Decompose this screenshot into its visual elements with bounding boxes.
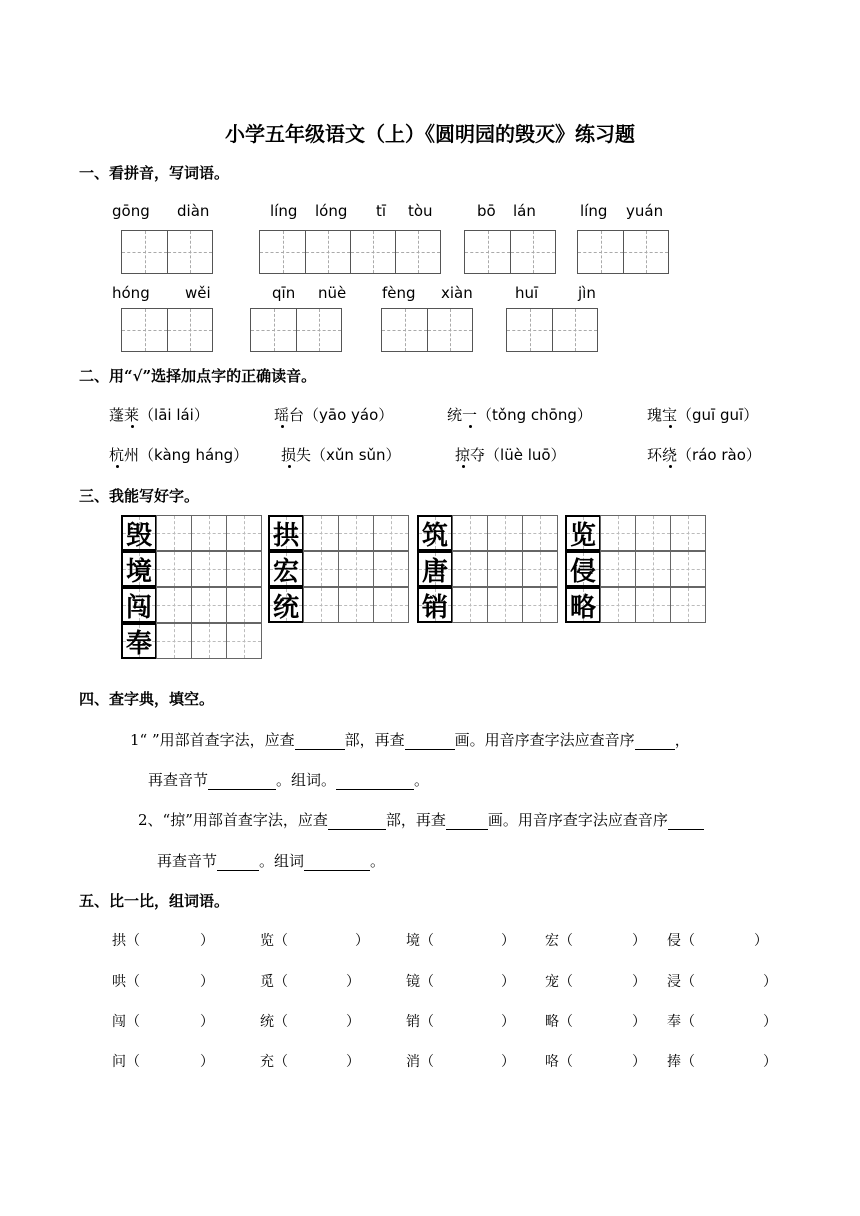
writing-grid[interactable] xyxy=(381,308,473,352)
text: （ráo rào） xyxy=(677,446,761,464)
text: ， xyxy=(674,731,690,749)
text: ） xyxy=(501,1014,515,1030)
reading-item xyxy=(447,404,592,425)
writing-grid[interactable] xyxy=(121,308,213,352)
handwriting-group[interactable] xyxy=(122,551,262,587)
pinyin: jìn xyxy=(578,284,596,302)
compare-item: 宏（ xyxy=(545,933,573,949)
compare-item: 侵（ xyxy=(667,933,695,949)
answer-blank[interactable] xyxy=(295,731,345,750)
text: （guī guī） xyxy=(677,406,759,424)
text: 瑰 xyxy=(647,406,663,424)
text: 统 xyxy=(447,406,463,424)
dictionary-question-2-cont xyxy=(157,850,385,871)
handwriting-group[interactable] xyxy=(269,587,409,623)
compare-item: 觅（ xyxy=(260,974,288,990)
compare-item: 充（ xyxy=(260,1054,288,1070)
text: （lāi lái） xyxy=(139,406,209,424)
text: 杭 xyxy=(109,446,125,464)
answer-blank[interactable] xyxy=(635,731,675,750)
dictionary-question-1-cont xyxy=(148,769,429,790)
writing-grid[interactable] xyxy=(506,308,598,352)
page-title: 小学五年级语文（上）《圆明园的毁灭》练习题 xyxy=(225,122,635,146)
text: 部，再查 xyxy=(344,731,405,749)
pinyin: gōng xyxy=(112,202,150,220)
handwriting-group[interactable] xyxy=(122,587,262,623)
text: 。组词 xyxy=(259,852,305,870)
text: ） xyxy=(763,1054,777,1070)
handwriting-group[interactable] xyxy=(566,515,706,551)
compare-item: 略（ xyxy=(545,1014,573,1030)
handwriting-group[interactable] xyxy=(418,587,558,623)
text: 绕 xyxy=(662,446,678,464)
section-4-heading: 四、查字典，填空。 xyxy=(79,690,215,708)
text: ） xyxy=(754,933,768,949)
text: 失 xyxy=(296,446,312,464)
pinyin: bō xyxy=(477,202,496,220)
text: 。 xyxy=(414,771,430,789)
reading-item xyxy=(455,444,566,465)
pinyin: tòu xyxy=(408,202,433,220)
handwriting-group[interactable] xyxy=(418,551,558,587)
handwriting-group[interactable] xyxy=(566,587,706,623)
text: 部，再查 xyxy=(385,811,446,829)
compare-item: 览（ xyxy=(260,933,288,949)
text: 画。用音序查字法应查音序 xyxy=(487,811,668,829)
handwriting-group[interactable] xyxy=(122,515,262,551)
writing-grid[interactable] xyxy=(121,230,213,274)
reading-item xyxy=(647,444,761,465)
text: 画。用音序查字法应查音序 xyxy=(454,731,635,749)
dictionary-question-2 xyxy=(138,809,704,830)
model-char: 略 xyxy=(569,592,596,623)
handwriting-group[interactable] xyxy=(269,515,409,551)
text: （kàng háng） xyxy=(139,446,249,464)
section-5-heading: 五、比一比，组词语。 xyxy=(79,892,230,910)
model-char: 闯 xyxy=(125,592,152,623)
text: ） xyxy=(501,933,515,949)
model-char: 统 xyxy=(272,592,299,623)
section-1-heading: 一、看拼音，写词语。 xyxy=(79,164,230,182)
handwriting-group[interactable] xyxy=(418,515,558,551)
text: ） xyxy=(200,1054,214,1070)
section-3-heading: 三、我能写好字。 xyxy=(79,487,200,505)
text: 1“ ”用部首查字法，应查 xyxy=(130,731,295,749)
writing-grid[interactable] xyxy=(577,230,669,274)
model-char: 拱 xyxy=(272,520,299,551)
text: 台 xyxy=(289,406,305,424)
text: ） xyxy=(501,1054,515,1070)
pinyin: hóng xyxy=(112,284,150,302)
compare-item: 捧（ xyxy=(667,1054,695,1070)
compare-item: 消（ xyxy=(406,1054,434,1070)
text: 再查音节 xyxy=(148,771,209,789)
pinyin: xiàn xyxy=(441,284,473,302)
model-char: 览 xyxy=(569,520,596,551)
text: 。 xyxy=(370,852,386,870)
pinyin: líng xyxy=(580,202,608,220)
compare-item: 哄（ xyxy=(112,974,140,990)
answer-blank[interactable] xyxy=(208,771,276,790)
text: ） xyxy=(200,1014,214,1030)
compare-item: 闯（ xyxy=(112,1014,140,1030)
text: 2、“掠”用部首查字法，应查 xyxy=(138,811,328,829)
text: ） xyxy=(200,974,214,990)
text: （yāo yáo） xyxy=(304,406,394,424)
compare-item: 宠（ xyxy=(545,974,573,990)
text: ） xyxy=(346,1054,360,1070)
text: ） xyxy=(346,974,360,990)
pinyin: diàn xyxy=(177,202,210,220)
section-2-heading: 二、用“√”选择加点字的正确读音。 xyxy=(79,367,317,385)
pinyin: líng xyxy=(270,202,298,220)
text: ） xyxy=(501,974,515,990)
model-char: 筑 xyxy=(421,520,448,551)
pinyin: yuán xyxy=(626,202,664,220)
pinyin: qīn xyxy=(272,284,296,302)
answer-blank[interactable] xyxy=(668,811,704,830)
pinyin: lán xyxy=(513,202,536,220)
model-char: 境 xyxy=(125,556,152,587)
reading-item xyxy=(647,404,758,425)
handwriting-group[interactable] xyxy=(269,551,409,587)
model-char: 宏 xyxy=(272,556,299,587)
answer-blank[interactable] xyxy=(405,731,455,750)
text: 再查音节 xyxy=(157,852,218,870)
reading-item xyxy=(109,444,248,465)
dictionary-question-1 xyxy=(130,729,690,750)
text: 蓬 xyxy=(109,406,125,424)
answer-blank[interactable] xyxy=(304,852,370,871)
text: ） xyxy=(632,1014,646,1030)
model-char: 唐 xyxy=(421,556,448,587)
pinyin: tī xyxy=(376,202,387,220)
compare-item: 拱（ xyxy=(112,933,140,949)
compare-item: 销（ xyxy=(406,1014,434,1030)
answer-blank[interactable] xyxy=(336,771,414,790)
model-char: 奉 xyxy=(125,628,152,659)
text: ） xyxy=(763,1014,777,1030)
answer-blank[interactable] xyxy=(446,811,488,830)
text: 环 xyxy=(647,446,663,464)
handwriting-group[interactable] xyxy=(122,623,262,659)
text: （lüè luō） xyxy=(485,446,566,464)
text: ） xyxy=(200,933,214,949)
text: 瑶 xyxy=(274,406,290,424)
text: 夺 xyxy=(470,446,486,464)
writing-grid[interactable] xyxy=(259,230,441,274)
pinyin: fèng xyxy=(382,284,416,302)
compare-item: 奉（ xyxy=(667,1014,695,1030)
writing-grid[interactable] xyxy=(464,230,556,274)
compare-item: 境（ xyxy=(406,933,434,949)
handwriting-group[interactable] xyxy=(566,551,706,587)
pinyin: wěi xyxy=(185,284,211,302)
text: ） xyxy=(346,1014,360,1030)
compare-item: 问（ xyxy=(112,1054,140,1070)
text: 宝 xyxy=(662,406,678,424)
model-char: 侵 xyxy=(569,556,596,587)
text: ） xyxy=(632,1054,646,1070)
text: 莱 xyxy=(124,406,140,424)
pinyin: huī xyxy=(515,284,539,302)
text: 损 xyxy=(281,446,297,464)
text: ） xyxy=(632,974,646,990)
answer-blank[interactable] xyxy=(328,811,386,830)
text: 州 xyxy=(124,446,140,464)
text: （xǔn sǔn） xyxy=(311,446,401,464)
compare-item: 统（ xyxy=(260,1014,288,1030)
model-char: 毁 xyxy=(125,520,152,551)
text: 掠 xyxy=(455,446,471,464)
answer-blank[interactable] xyxy=(217,852,259,871)
reading-item xyxy=(281,444,401,465)
text: ） xyxy=(355,933,369,949)
text: ） xyxy=(763,974,777,990)
compare-item: 浸（ xyxy=(667,974,695,990)
text: 一 xyxy=(462,406,478,424)
reading-item xyxy=(274,404,393,425)
reading-item xyxy=(109,404,209,425)
writing-grid[interactable] xyxy=(250,308,342,352)
pinyin: lóng xyxy=(315,202,348,220)
compare-item: 镜（ xyxy=(406,974,434,990)
compare-item: 咯（ xyxy=(545,1054,573,1070)
text: ） xyxy=(632,933,646,949)
text: 。组词。 xyxy=(276,771,337,789)
model-char: 销 xyxy=(421,592,448,623)
pinyin: nüè xyxy=(318,284,347,302)
text: （tǒng chōng） xyxy=(477,406,592,424)
